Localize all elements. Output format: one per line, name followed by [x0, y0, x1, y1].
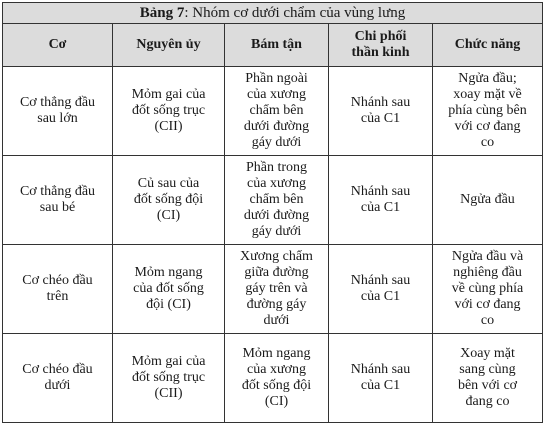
cell-muscle: Cơ thẳng đầu sau lớn [3, 67, 113, 156]
table-row [3, 334, 543, 423]
table-row [3, 245, 543, 334]
cell-muscle: Cơ chéo đầu dưới [3, 334, 113, 423]
table-row [3, 67, 543, 156]
cell-insertion: Phần ngoài của xương chẩm bên dưới đường gáy dưới [225, 67, 329, 156]
table-title-row [3, 3, 543, 24]
cell-origin: Mỏm ngang của đốt sống đội (CI) [113, 245, 225, 334]
header-insertion: Bám tận [225, 24, 329, 67]
cell-origin: Mỏm gai của đốt sống trục (CII) [113, 67, 225, 156]
cell-insertion: Phần trong của xương chẩm bên dưới đường gáy dưới [225, 156, 329, 245]
cell-function: Ngửa đầu và nghiêng đầu về cùng phía với cơ đang co [433, 245, 543, 334]
cell-nerve: Nhánh sau của C1 [329, 156, 433, 245]
cell-function: Ngửa đầu; xoay mặt về phía cùng bên với cơ đang co [433, 67, 543, 156]
muscle-table [2, 2, 543, 423]
cell-nerve: Nhánh sau của C1 [329, 67, 433, 156]
table-title-label: Bảng 7 [139, 5, 185, 21]
cell-function: Xoay mặt sang cùng bên với cơ đang co [433, 334, 543, 423]
header-function: Chức năng [433, 24, 543, 67]
cell-origin: Mỏm gai của đốt sống trục (CII) [113, 334, 225, 423]
table-row [3, 156, 543, 245]
header-nerve: Chi phối thần kinh [329, 24, 433, 67]
cell-nerve: Nhánh sau của C1 [329, 334, 433, 423]
cell-muscle: Cơ chéo đầu trên [3, 245, 113, 334]
header-muscle: Cơ [3, 24, 113, 67]
cell-nerve: Nhánh sau của C1 [329, 245, 433, 334]
cell-insertion: Mỏm ngang của xương đốt sống đội (CI) [225, 334, 329, 423]
table-title [3, 3, 543, 24]
table-header-row [3, 24, 543, 67]
cell-insertion: Xương chẩm giữa đường gáy trên và đường gáy dưới [225, 245, 329, 334]
cell-origin: Củ sau của đốt sống đội (CI) [113, 156, 225, 245]
cell-function: Ngửa đầu [433, 156, 543, 245]
table-title-text: : Nhóm cơ dưới chẩm của vùng lưng [184, 5, 406, 21]
header-origin: Nguyên ủy [113, 24, 225, 67]
cell-muscle: Cơ thẳng đầu sau bé [3, 156, 113, 245]
